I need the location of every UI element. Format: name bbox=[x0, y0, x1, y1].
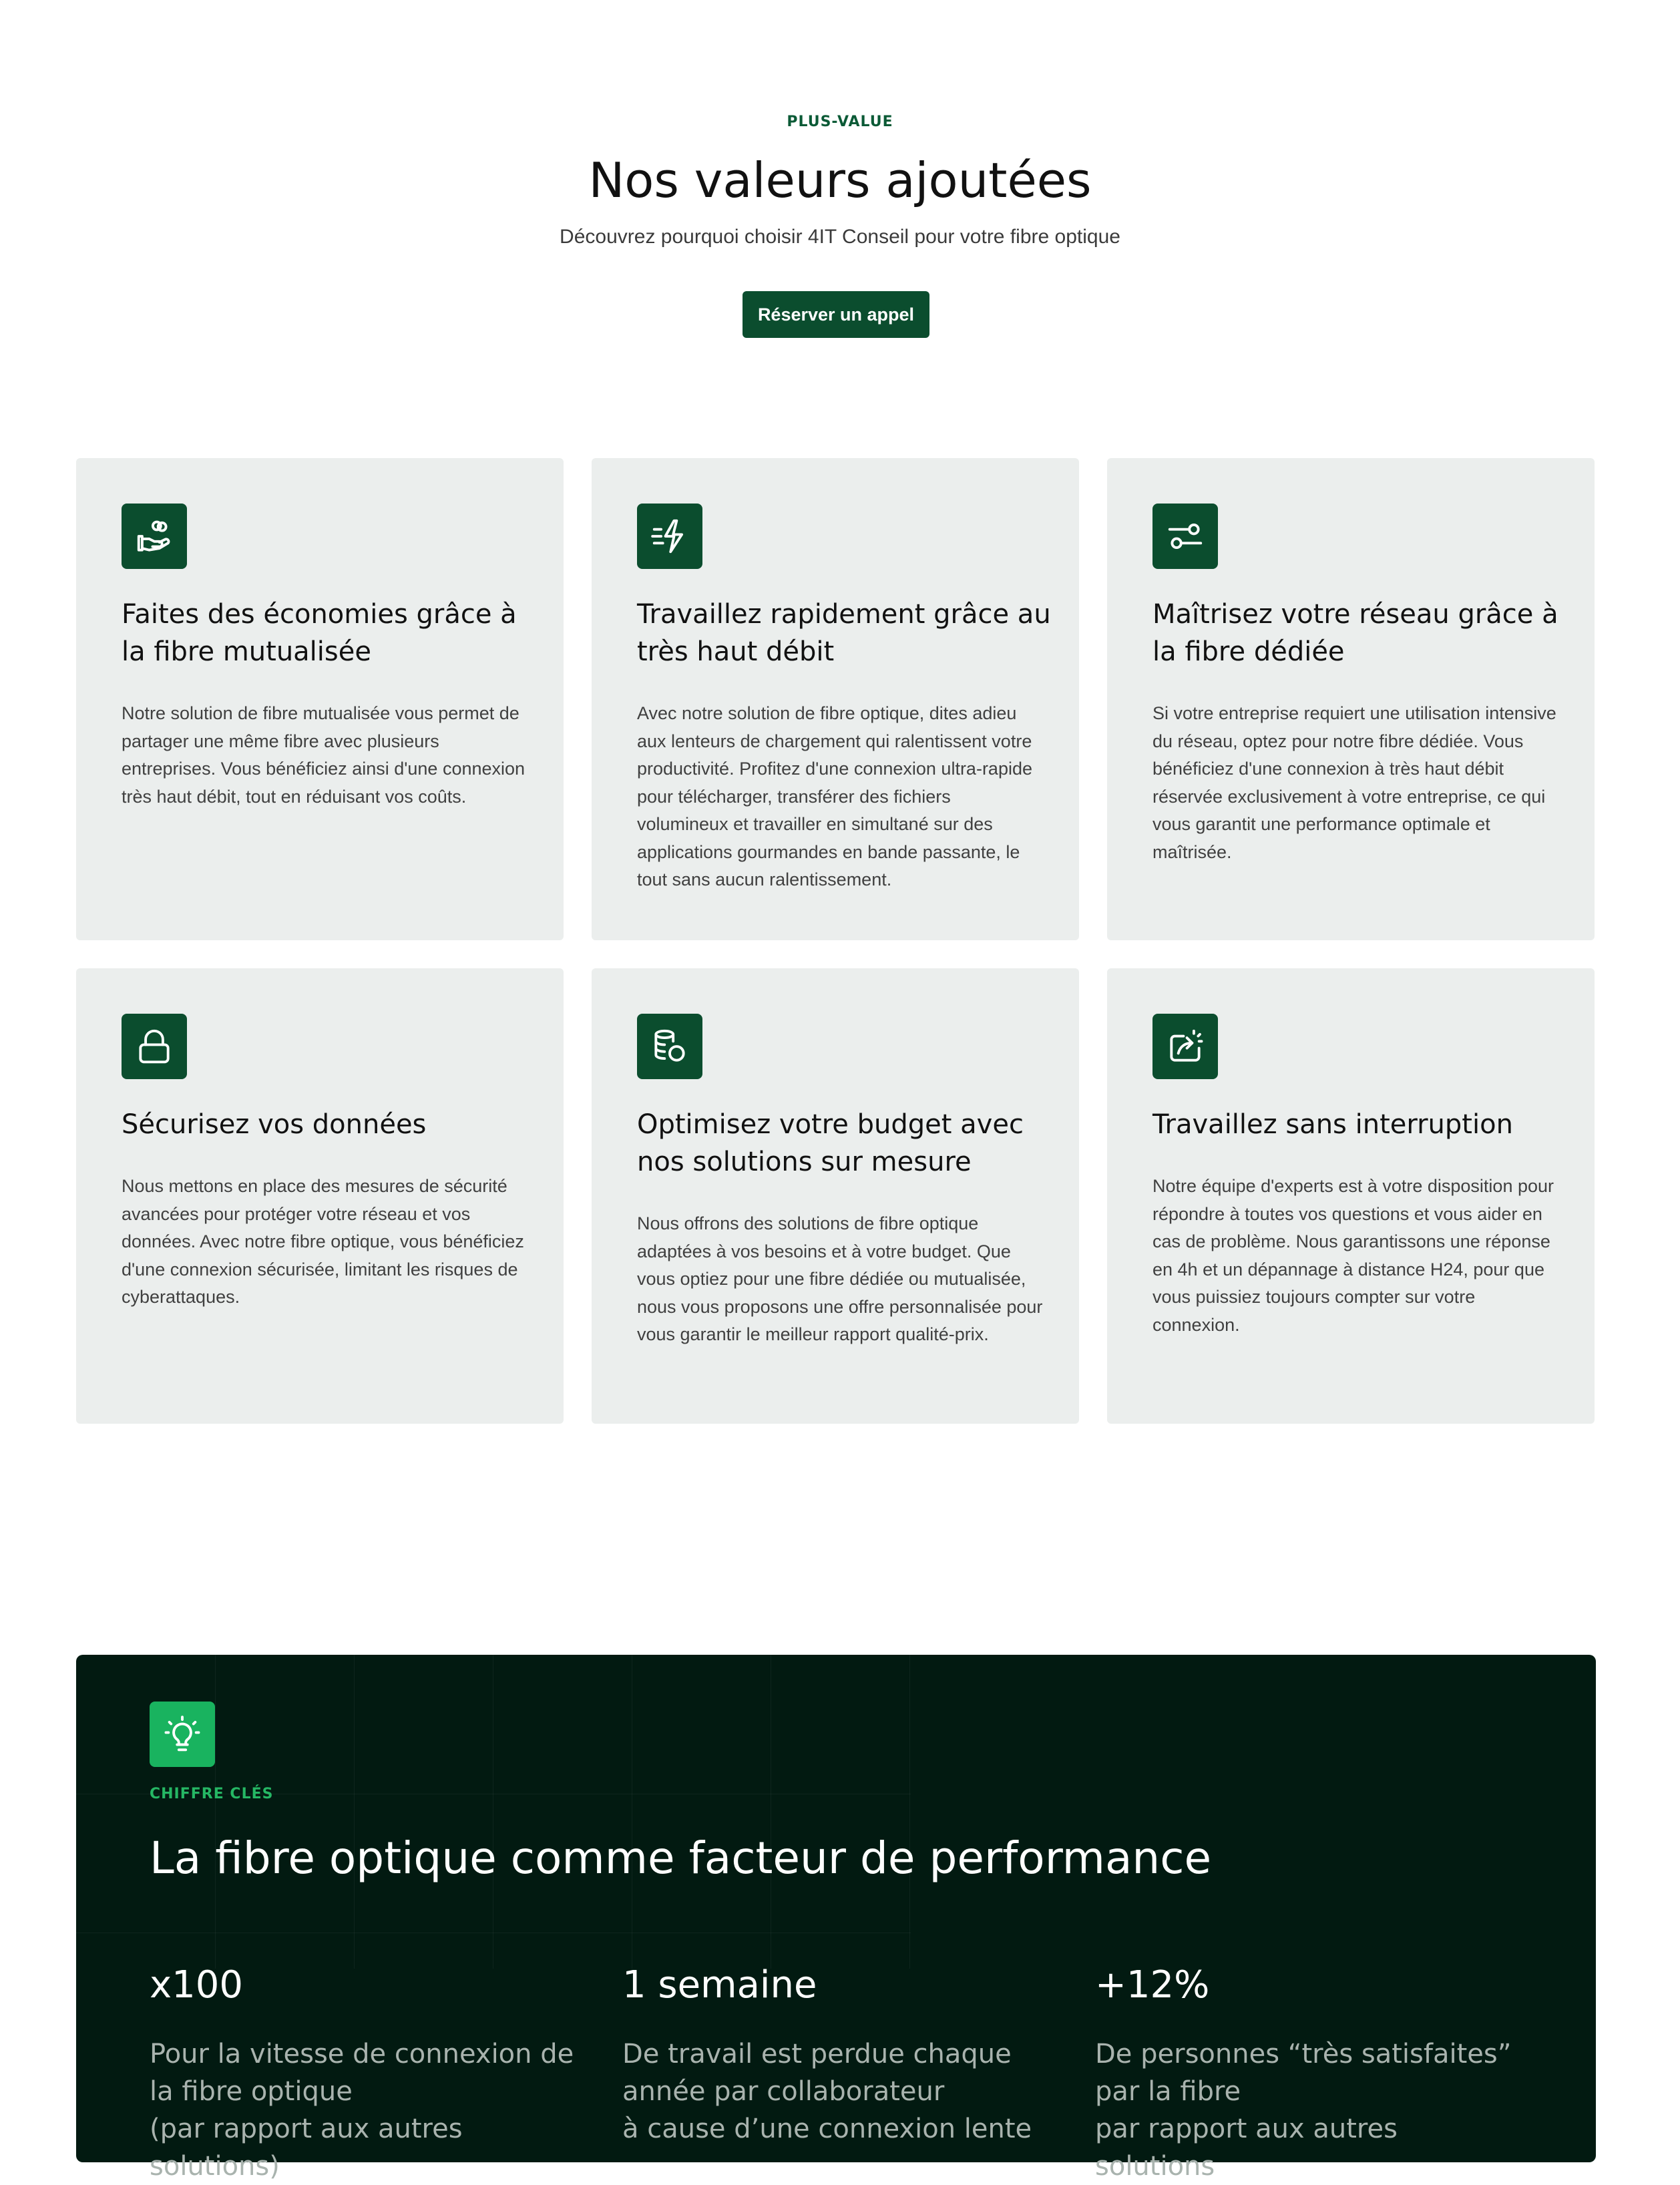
value-card bbox=[76, 968, 564, 1424]
stat-description bbox=[150, 2035, 577, 2185]
stat-line: à cause d’une connexion lente bbox=[622, 2114, 1032, 2144]
section-eyebrow: CHIFFRE CLÉS bbox=[150, 1786, 274, 1802]
stat-item bbox=[1095, 1962, 1522, 2185]
grid-line bbox=[909, 1655, 910, 1969]
card-title: Sécurisez vos données bbox=[122, 1109, 427, 1140]
value-card bbox=[592, 458, 1079, 940]
card-text: Nous offrons des solutions de fibre optique adaptées à vos besoins et à votre budget. Que vous optiez pour une fibre dédiée ou mutualisée, nous vous proposons une offre personnalisée pour vous garantir le meilleur rapport qualité-prix. bbox=[637, 1213, 1043, 1344]
stat-line: la fibre optique bbox=[150, 2076, 353, 2107]
value-card bbox=[1107, 968, 1595, 1424]
stat-line: Pour la vitesse de connexion de bbox=[150, 2039, 574, 2069]
stat-value: +12% bbox=[1095, 1963, 1210, 2007]
value-card bbox=[592, 968, 1079, 1424]
card-text: Avec notre solution de fibre optique, dites adieu aux lenteurs de chargement qui ralentissent votre productivité. Profitez d'une connexion ultra-rapide pour télécharger, transférer des fichiers volumineux et travailler en simultané sur des applications gourmandes en bande passante, le tout sans aucun ralentissement. bbox=[637, 703, 1032, 889]
card-text: Notre équipe d'experts est à votre disposition pour répondre à toutes vos questions et vous aider en cas de problème. Nous garantissons une réponse en 4h et un dépannage à distance H24, pour que vous puissiez toujours compter sur votre connexion. bbox=[1152, 1176, 1554, 1335]
hand-coins-icon bbox=[122, 504, 187, 569]
stat-line: De travail est perdue chaque bbox=[622, 2039, 1012, 2069]
key-figures-section bbox=[76, 1655, 1596, 2182]
toggles-icon bbox=[1152, 504, 1218, 569]
stat-value: 1 semaine bbox=[622, 1963, 817, 2007]
stat-item bbox=[150, 1962, 577, 2185]
lock-icon bbox=[122, 1014, 187, 1079]
card-title: Optimisez votre budget avec nos solutions sur mesure bbox=[637, 1109, 1024, 1177]
eyebrow-label: PLUS-VALUE bbox=[787, 114, 893, 130]
card-text: Notre solution de fibre mutualisée vous permet de partager une même fibre avec plusieurs entreprises. Vous bénéficiez ainsi d'une connexion très haut débit, tout en réduisant vos coûts. bbox=[122, 703, 526, 807]
stat-item bbox=[622, 1962, 1050, 2148]
stat-value: x100 bbox=[150, 1963, 244, 2007]
stat-line: par rapport aux autres solutions bbox=[1095, 2114, 1398, 2182]
card-title: Travaillez sans interruption bbox=[1152, 1109, 1513, 1140]
grid-line bbox=[215, 1655, 216, 1969]
card-text: Si votre entreprise requiert une utilisation intensive du réseau, optez pour notre fibre dédiée. Vous bénéficiez d'une connexion à très haut débit réservée exclusivement à votre entreprise, ce qui vous garantit une performance optimale et maîtrisée. bbox=[1152, 703, 1556, 862]
share-arrow-icon bbox=[1152, 1014, 1218, 1079]
coins-stack-icon bbox=[637, 1014, 702, 1079]
card-text: Nous mettons en place des mesures de sécurité avancées pour protéger votre réseau et vos données. Avec notre fibre optique, vous bénéficiez d'une connexion sécurisée, limitant les risques de cyberattaques. bbox=[122, 1176, 524, 1307]
value-card bbox=[1107, 458, 1595, 940]
fast-lightning-icon bbox=[637, 504, 702, 569]
card-title: Maîtrisez votre réseau grâce à la fibre dédiée bbox=[1152, 599, 1558, 667]
value-card bbox=[76, 458, 564, 940]
section-title: La fibre optique comme facteur de performance bbox=[150, 1832, 1212, 1884]
stat-line: par la fibre bbox=[1095, 2076, 1241, 2107]
stat-line: De personnes “très satisfaites” bbox=[1095, 2039, 1512, 2069]
section-subtitle: Découvrez pourquoi choisir 4IT Conseil pour votre fibre optique bbox=[560, 226, 1120, 248]
card-title: Travaillez rapidement grâce au très haut débit bbox=[637, 599, 1051, 667]
stat-line: (par rapport aux autres solutions) bbox=[150, 2114, 463, 2182]
card-title: Faites des économies grâce à la fibre mutualisée bbox=[122, 599, 517, 667]
stat-description bbox=[1095, 2035, 1522, 2185]
section-title: Nos valeurs ajoutées bbox=[588, 152, 1092, 208]
stat-line: année par collaborateur bbox=[622, 2076, 945, 2107]
grid-line bbox=[354, 1655, 355, 1969]
lightbulb-icon bbox=[150, 1702, 215, 1767]
book-call-button[interactable]: Réserver un appel bbox=[743, 291, 929, 338]
stat-description bbox=[622, 2035, 1050, 2148]
